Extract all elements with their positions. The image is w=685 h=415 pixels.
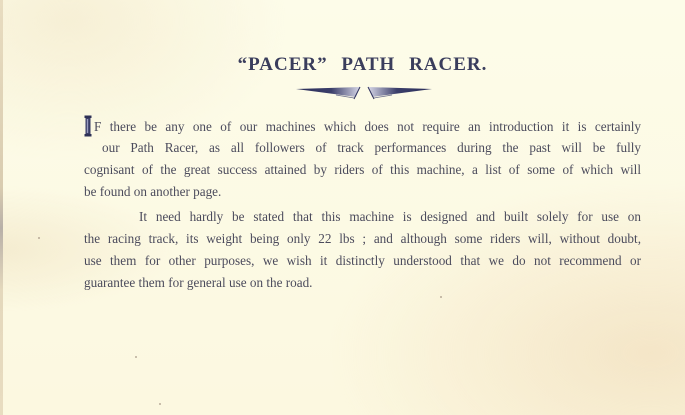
paragraph-line: It need hardly be stated that this machine is designed and built solely for use on [139, 209, 641, 224]
paragraph-weight [84, 206, 641, 294]
ornament-divider-icon [296, 85, 432, 101]
paper-speck [38, 237, 40, 239]
paragraph-line: the racing track, its weight being only 22 lbs ; and although some riders will, without doubt, [84, 231, 641, 246]
paragraph-line: cognisant of the great success attained by riders of this machine, a list of some of which will [84, 162, 641, 177]
paragraph-line: be found on another page. [84, 184, 222, 199]
page-title: “PACER” PATH RACER. [237, 54, 488, 75]
paper-speck [135, 356, 137, 358]
paper-speck [440, 296, 442, 298]
paragraph-line: use them for other purposes, we wish it distinctly understood that we do not recommend or [84, 253, 641, 268]
paragraph-line: our Path Racer, as all followers of track performances during the past will be fully [102, 140, 641, 155]
paper-speck [159, 403, 161, 405]
paragraph-line: F there be any one of our machines which does not require an introduction it is certainly [84, 115, 641, 137]
drop-cap-i [84, 115, 92, 137]
paragraph-intro [84, 115, 641, 203]
paragraph-line: guarantee them for general use on the road. [84, 275, 313, 290]
